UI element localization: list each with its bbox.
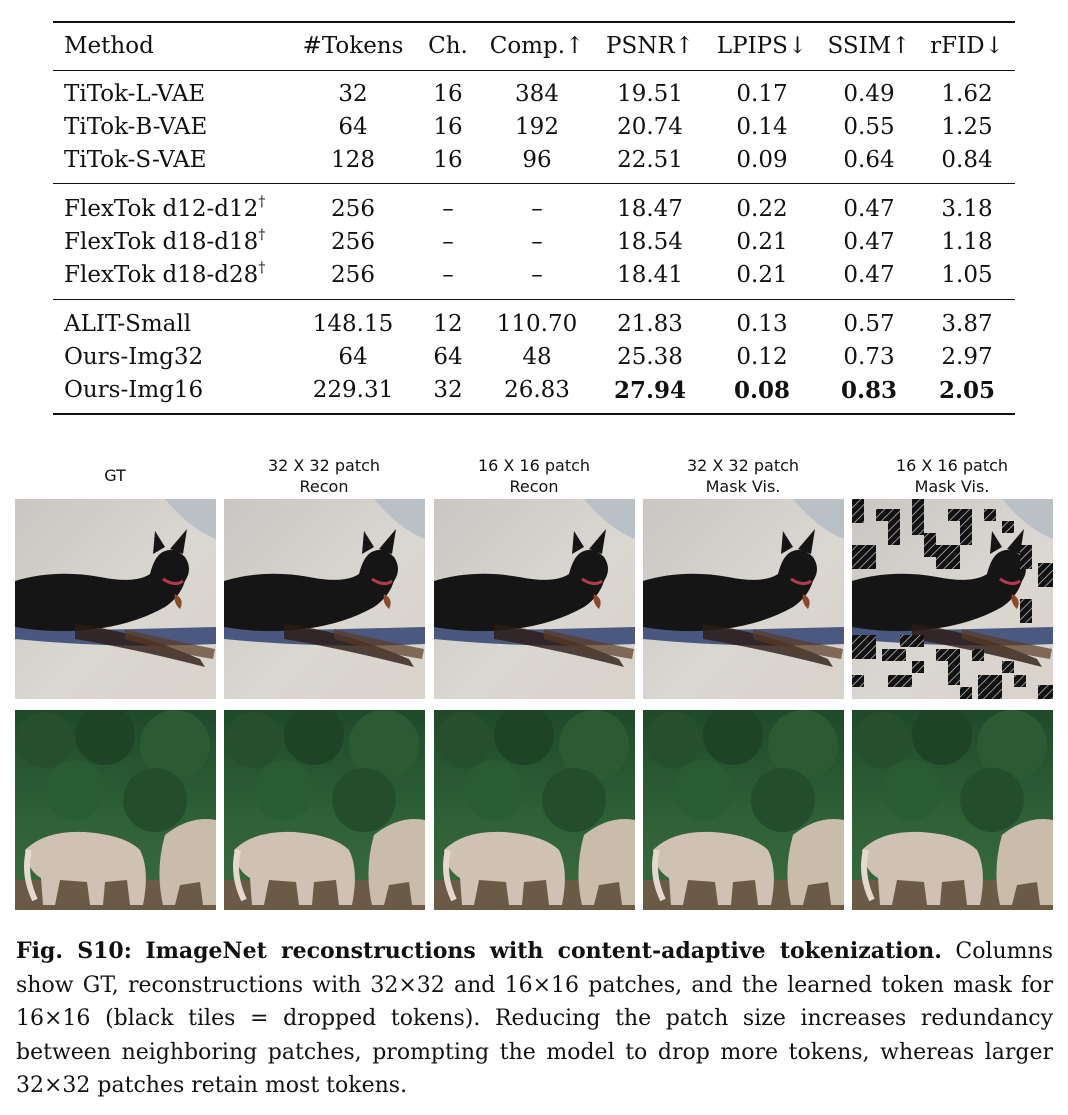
header-ssim: SSIM↑ — [827, 33, 911, 59]
header-psnr: PSNR↑ — [606, 33, 694, 59]
column-header-line: 16 X 16 patch — [895, 456, 1009, 475]
cell-rfid: 3.87 — [941, 311, 993, 337]
cell-psnr: 21.83 — [617, 311, 683, 337]
cell-rfid-best: 2.05 — [938, 377, 996, 404]
cell-psnr: 18.54 — [617, 229, 683, 255]
table-row — [53, 308, 1015, 341]
table-row — [53, 144, 1015, 177]
header-method: Method — [64, 33, 154, 59]
cell-compression: 192 — [515, 114, 559, 140]
cell-ssim: 0.47 — [843, 262, 895, 288]
column-header-line: Recon — [509, 477, 559, 496]
cell-ssim-best: 0.83 — [840, 377, 898, 404]
cell-compression: 384 — [515, 81, 559, 107]
image-elephants-16-recon — [434, 710, 635, 910]
cell-tokens: 64 — [338, 114, 368, 140]
method-name: FlexTok d18-d28 — [64, 262, 259, 288]
cell-lpips: 0.09 — [736, 147, 788, 173]
cell-method: TiTok-B-VAE — [64, 114, 208, 140]
cell-lpips: 0.21 — [736, 262, 788, 288]
cell-rfid: 0.84 — [941, 147, 993, 173]
header-channels: Ch. — [428, 33, 468, 59]
cell-tokens: 128 — [331, 147, 375, 173]
column-header-line: Recon — [299, 477, 349, 496]
cell-lpips: 0.12 — [736, 344, 788, 370]
cell-psnr: 25.38 — [617, 344, 683, 370]
image-dog-32-mask — [643, 499, 844, 699]
column-header-line: GT — [104, 466, 126, 485]
image-dog-16-recon — [434, 499, 635, 699]
cell-method: Ours-Img16 — [64, 377, 204, 403]
cell-tokens: 148.15 — [312, 311, 394, 337]
cell-tokens: 229.31 — [312, 377, 394, 403]
cell-compression: 110.70 — [496, 311, 578, 337]
table-row — [53, 259, 1015, 292]
cell-ssim: 0.47 — [843, 229, 895, 255]
image-elephants-32-mask — [643, 710, 844, 910]
dagger-mark: † — [258, 194, 266, 210]
cell-channels: 16 — [433, 147, 463, 173]
cell-psnr: 20.74 — [617, 114, 683, 140]
table-row — [53, 341, 1015, 374]
table-group-rule — [53, 299, 1015, 300]
column-header-line: 16 X 16 patch — [477, 456, 591, 475]
dagger-mark: † — [258, 227, 266, 243]
image-elephants-16-mask — [852, 710, 1053, 910]
cell-lpips: 0.17 — [736, 81, 788, 107]
column-header-line: Mask Vis. — [914, 477, 990, 496]
caption-label: Fig. S10: — [16, 938, 132, 964]
image-dog-32-recon — [224, 499, 425, 699]
cell-method: TiTok-L-VAE — [64, 81, 206, 107]
cell-channels: 64 — [433, 344, 463, 370]
cell-compression: – — [531, 196, 543, 222]
cell-rfid: 1.25 — [941, 114, 993, 140]
cell-method: ALIT-Small — [64, 311, 192, 337]
cell-channels: 12 — [433, 311, 463, 337]
column-header-line: 32 X 32 patch — [686, 456, 800, 475]
cell-lpips: 0.14 — [736, 114, 788, 140]
header-compression: Comp.↑ — [489, 33, 585, 59]
method-name: FlexTok d18-d18 — [64, 229, 259, 255]
cell-ssim: 0.64 — [843, 147, 895, 173]
table-group-rule — [53, 183, 1015, 184]
table-row — [53, 193, 1015, 226]
cell-compression: – — [531, 262, 543, 288]
table-row — [53, 374, 1015, 407]
header-rfid: rFID↓ — [930, 33, 1004, 59]
image-elephants-gt — [15, 710, 216, 910]
cell-method — [64, 259, 265, 292]
cell-rfid: 2.97 — [941, 344, 993, 370]
cell-psnr: 19.51 — [617, 81, 683, 107]
cell-tokens: 32 — [338, 81, 368, 107]
cell-compression: – — [531, 229, 543, 255]
cell-channels: 16 — [433, 81, 463, 107]
cell-ssim: 0.73 — [843, 344, 895, 370]
cell-rfid: 1.18 — [941, 229, 993, 255]
cell-psnr: 18.41 — [617, 262, 683, 288]
cell-psnr: 22.51 — [617, 147, 683, 173]
column-header-line: 32 X 32 patch — [267, 456, 381, 475]
cell-ssim: 0.47 — [843, 196, 895, 222]
caption-title: ImageNet reconstructions with content-adaptive tokenization. — [145, 938, 942, 964]
cell-channels: 32 — [433, 377, 463, 403]
cell-method: Ours-Img32 — [64, 344, 204, 370]
table-row — [53, 226, 1015, 259]
method-name: FlexTok d12-d12 — [64, 196, 259, 222]
cell-method — [64, 226, 265, 259]
cell-tokens: 256 — [331, 262, 375, 288]
cell-lpips: 0.13 — [736, 311, 788, 337]
cell-channels: – — [442, 196, 454, 222]
column-header-gt — [15, 465, 215, 486]
table-row — [53, 111, 1015, 144]
header-tokens: #Tokens — [302, 33, 404, 59]
image-elephants-32-recon — [224, 710, 425, 910]
cell-psnr-best: 27.94 — [613, 377, 687, 404]
cell-lpips-best: 0.08 — [733, 377, 791, 404]
cell-compression: 96 — [522, 147, 552, 173]
cell-psnr: 18.47 — [617, 196, 683, 222]
cell-compression: 48 — [522, 344, 552, 370]
cell-ssim: 0.49 — [843, 81, 895, 107]
table-bottom-rule — [53, 413, 1015, 415]
column-header-32-recon — [224, 455, 424, 497]
cell-lpips: 0.22 — [736, 196, 788, 222]
figure-caption — [16, 935, 1053, 1103]
table-top-rule — [53, 21, 1015, 23]
cell-channels: – — [442, 229, 454, 255]
cell-tokens: 64 — [338, 344, 368, 370]
table-header-rule — [53, 70, 1015, 71]
cell-method: TiTok-S-VAE — [64, 147, 207, 173]
cell-tokens: 256 — [331, 196, 375, 222]
header-lpips: LPIPS↓ — [716, 33, 808, 59]
column-header-line: Mask Vis. — [705, 477, 781, 496]
cell-rfid: 1.05 — [941, 262, 993, 288]
cell-lpips: 0.21 — [736, 229, 788, 255]
cell-channels: – — [442, 262, 454, 288]
cell-channels: 16 — [433, 114, 463, 140]
cell-ssim: 0.55 — [843, 114, 895, 140]
column-header-32-mask — [643, 455, 843, 497]
cell-ssim: 0.57 — [843, 311, 895, 337]
table-row — [53, 78, 1015, 111]
column-header-16-mask — [852, 455, 1052, 497]
column-header-16-recon — [434, 455, 634, 497]
cell-compression: 26.83 — [504, 377, 570, 403]
cell-rfid: 3.18 — [941, 196, 993, 222]
caption-body: Columns show GT, reconstructions with 32×32 and 16×16 patches, and the learned token mask for 16×16 (black tiles = dropped tokens). Reducing the patch size increases redundancy between neighboring patches, prompting the model to drop more tokens, whereas larger 32×32 patches retain most tokens. — [16, 939, 1053, 1098]
cell-rfid: 1.62 — [941, 81, 993, 107]
image-dog-gt — [15, 499, 216, 699]
image-dog-16-mask — [852, 499, 1053, 699]
table-header-row — [53, 30, 1015, 63]
cell-method — [64, 193, 265, 226]
cell-tokens: 256 — [331, 229, 375, 255]
dagger-mark: † — [258, 260, 266, 276]
